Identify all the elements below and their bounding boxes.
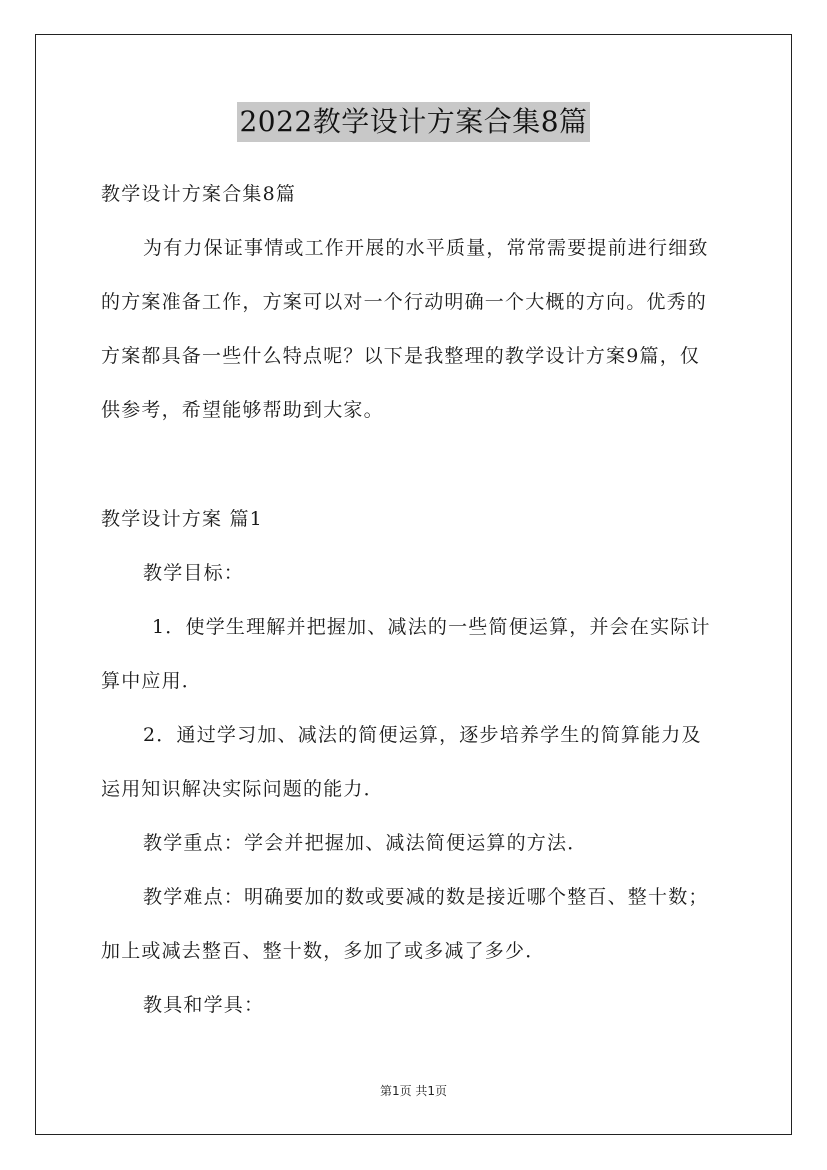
objective-2-line-2: 运用知识解决实际问题的能力． [101, 778, 384, 800]
difficulty-line-1: 教学难点：明确要加的数或要减的数是接近哪个整百、整十数； [143, 886, 709, 908]
difficulty-line-2: 加上或减去整百、整十数，多加了或多减了多少． [101, 940, 546, 962]
intro-line-4: 供参考，希望能够帮助到大家。 [101, 399, 384, 421]
objective-2-line-1: 2．通过学习加、减法的简便运算，逐步培养学生的简算能力及 [143, 724, 702, 746]
key-point: 教学重点：学会并把握加、减法简便运算的方法． [143, 832, 588, 854]
page-footer: 第1页 共1页 [379, 1084, 448, 1098]
title-container [0, 102, 827, 142]
intro-line-3: 方案都具备一些什么特点呢？以下是我整理的教学设计方案9篇，仅 [101, 345, 701, 367]
document-title: 2022教学设计方案合集8篇 [237, 102, 589, 142]
objective-1-line-1: 1．使学生理解并把握加、减法的一些简便运算，并会在实际计 [152, 616, 711, 638]
section-heading: 教学设计方案 篇1 [101, 508, 263, 530]
tools-label: 教具和学具： [143, 994, 265, 1016]
intro-line-1: 为有力保证事情或工作开展的水平质量，常常需要提前进行细致 [143, 237, 709, 259]
intro-line-2: 的方案准备工作，方案可以对一个行动明确一个大概的方向。优秀的 [101, 291, 708, 313]
objectives-label: 教学目标： [143, 562, 245, 584]
objective-1-line-2: 算中应用． [101, 670, 203, 692]
subtitle: 教学设计方案合集8篇 [101, 183, 297, 205]
